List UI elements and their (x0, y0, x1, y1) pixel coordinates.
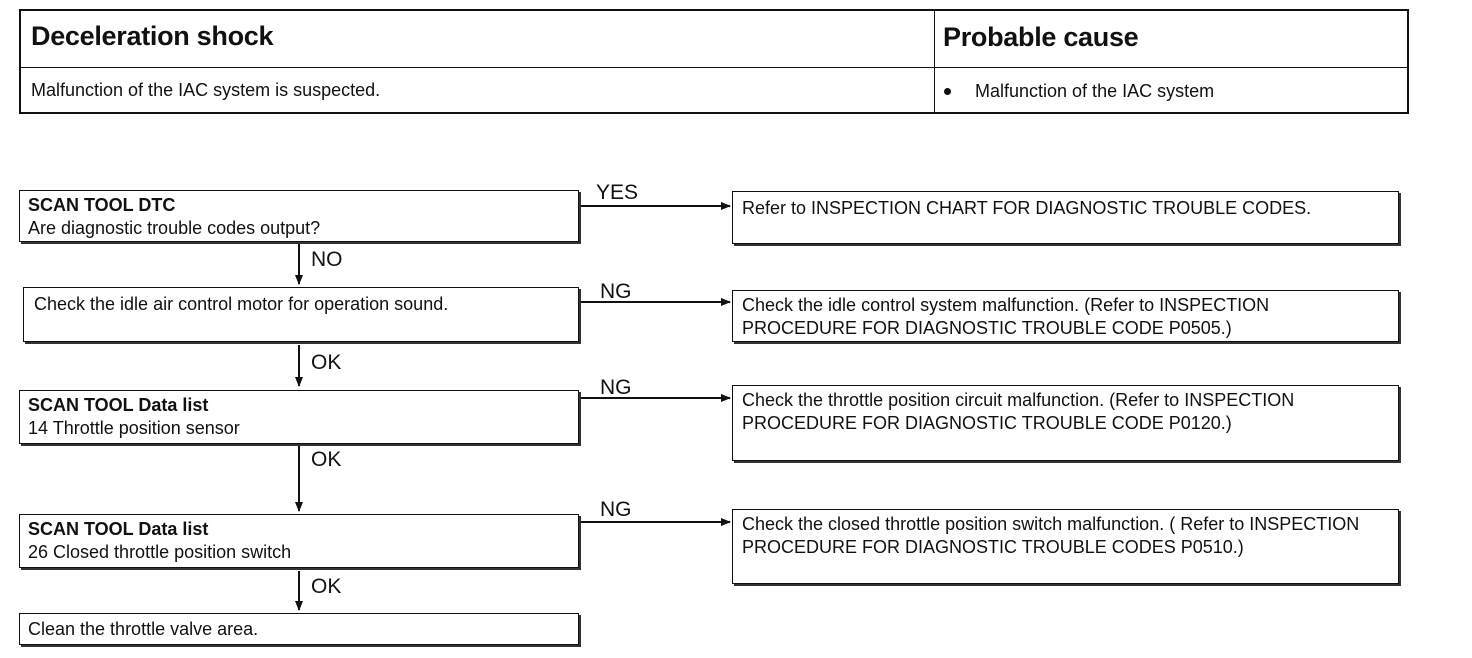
step-title: SCAN TOOL Data list (28, 395, 209, 415)
result-throttle-position-p0120: Check the throttle position circuit malfunction. (Refer to INSPECTION PROCEDURE FOR DIAGNOSTIC TROUBLE CODE P0120.) (732, 385, 1399, 461)
label-yes: YES (596, 181, 639, 204)
step-text: Are diagnostic trouble codes output? (28, 218, 321, 238)
probable-cause-title: Probable cause (943, 22, 1139, 52)
symptom-description: Malfunction of the IAC system is suspected. (31, 80, 381, 100)
step-text: 26 Closed throttle position switch (28, 542, 292, 562)
step-text: Check the idle air control motor for operation sound. (34, 294, 449, 314)
step-clean-throttle-valve (19, 613, 579, 645)
probable-cause-item: Malfunction of the IAC system (975, 81, 1215, 101)
label-ng-3: NG (600, 498, 632, 521)
symptom-title: Deceleration shock (31, 21, 274, 51)
step-title: SCAN TOOL Data list (28, 519, 209, 539)
step-text: Clean the throttle valve area. (28, 619, 259, 639)
label-ok-2: OK (311, 448, 342, 471)
result-idle-control-p0505: Check the idle control system malfunction. (Refer to INSPECTION PROCEDURE FOR DIAGNOSTIC TROUBLE CODE P0505.) (732, 290, 1399, 342)
label-ng-1: NG (600, 280, 632, 303)
result-dtc-inspection-chart: Refer to INSPECTION CHART FOR DIAGNOSTIC TROUBLE CODES. (732, 191, 1399, 244)
step-text: 14 Throttle position sensor (28, 418, 240, 438)
label-ok-3: OK (311, 575, 342, 598)
step-scan-tool-dtc (19, 190, 579, 242)
label-no: NO (311, 248, 343, 271)
step-closed-throttle-switch (19, 514, 579, 568)
step-idle-air-control (23, 287, 579, 342)
result-closed-throttle-p0510: Check the closed throttle position switch malfunction. ( Refer to INSPECTION PROCEDURE FOR DIAGNOSTIC TROUBLE CODES P0510.) (732, 509, 1399, 584)
step-title: SCAN TOOL DTC (28, 195, 176, 215)
step-throttle-position-sensor (19, 390, 579, 444)
label-ok-1: OK (311, 351, 342, 374)
label-ng-2: NG (600, 376, 632, 399)
